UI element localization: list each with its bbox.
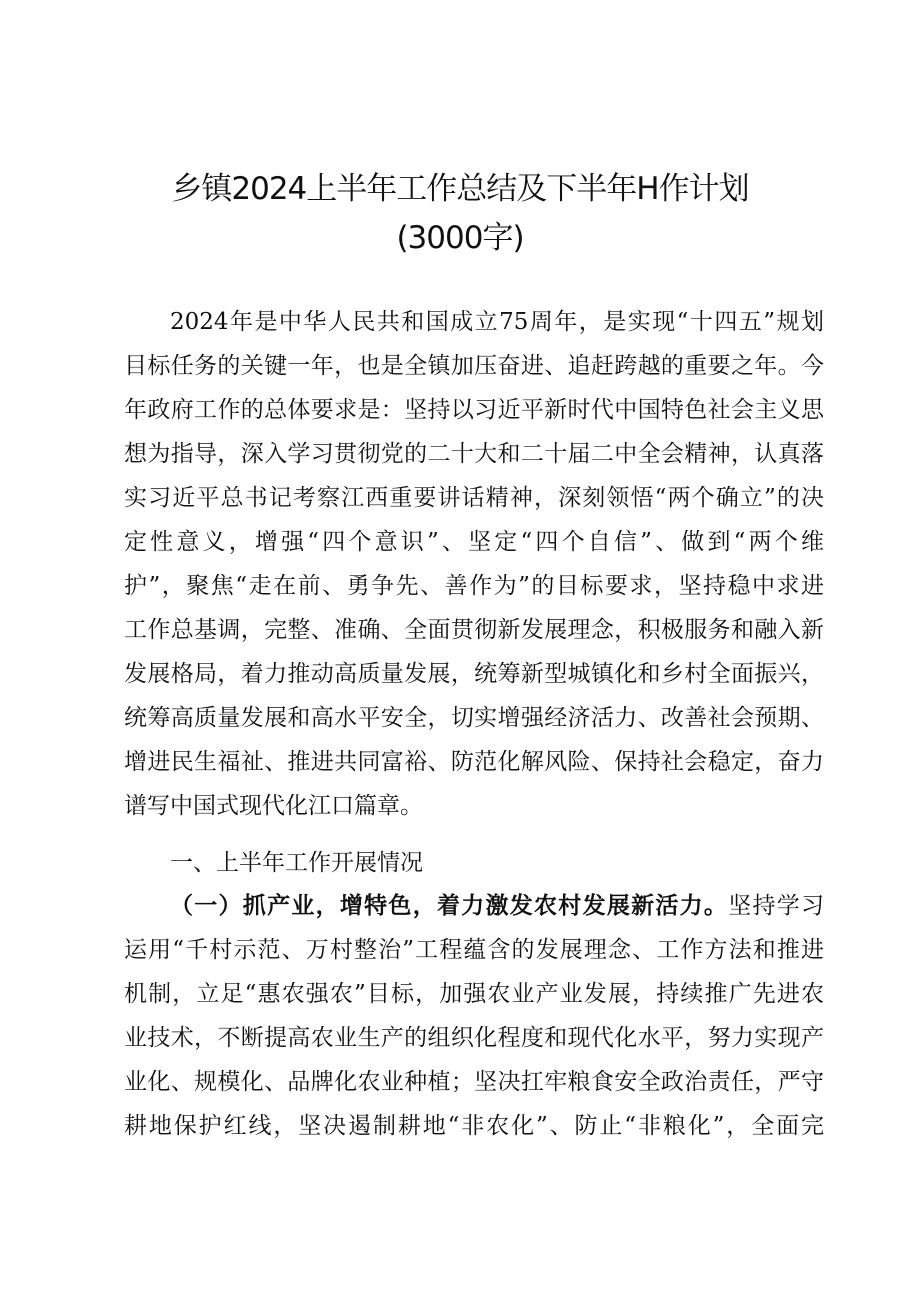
paragraph-line: 业技术，不断提高农业生产的组织化程度和现代化水平，努力实现产	[124, 1025, 824, 1051]
document-title: 乡镇2024上半年工作总结及下半年H作计划	[171, 171, 749, 207]
paragraph-line: 统筹高质量发展和高水平安全，切实增强经济活力、改善社会预期、	[124, 705, 824, 731]
paragraph-line: 增进民生福祉、推进共同富裕、防范化解风险、保持社会稳定，奋力	[124, 749, 824, 775]
paragraph-line: 2024年是中华人民共和国成立75周年，是实现“十四五”规划	[170, 309, 824, 335]
intro-paragraph	[124, 300, 824, 828]
subsection-heading: （一）抓产业，增特色，着力激发农村发展新活力。	[170, 892, 729, 919]
paragraph-line: 耕地保护红线，坚决遏制耕地“非农化”、防止“非粮化”，全面完	[124, 1113, 824, 1139]
paragraph-line: 工作总基调，完整、准确、全面贯彻新发展理念，积极服务和融入新	[124, 617, 824, 643]
paragraph-line: 谱写中国式现代化江口篇章。	[124, 793, 423, 819]
subsection-paragraph	[124, 884, 824, 1148]
paragraph-line: 运用“千村示范、万村整治”工程蕴含的发展理念、工作方法和推进	[124, 937, 824, 963]
paragraph-line: 实习近平总书记考察江西重要讲话精神，深刻领悟“两个确立”的决	[124, 485, 824, 511]
paragraph-line: 发展格局，着力推动高质量发展，统筹新型城镇化和乡村全面振兴，	[124, 661, 824, 687]
paragraph-line: 年政府工作的总体要求是：坚持以习近平新时代中国特色社会主义思	[124, 397, 824, 423]
document-subtitle: (3000字)	[396, 220, 524, 256]
paragraph-line: 业化、规模化、品牌化农业种植；坚决扛牢粮食安全政治责任，严守	[124, 1069, 824, 1095]
paragraph-line: 目标任务的关键一年，也是全镇加压奋进、追赶跨越的重要之年。今	[124, 353, 824, 379]
section-heading: 一、上半年工作开展情况	[170, 850, 423, 876]
paragraph-line: 定性意义，增强“四个意识”、坚定“四个自信”、做到“两个维	[124, 529, 824, 555]
paragraph-line: 机制，立足“惠农强农”目标，加强农业产业发展，持续推广先进农	[124, 981, 824, 1007]
paragraph-line	[124, 884, 824, 928]
paragraph-text: 坚持学习	[728, 893, 825, 919]
paragraph-line: 想为指导，深入学习贯彻党的二十大和二十届二中全会精神，认真落	[124, 441, 824, 467]
paragraph-line: 护”，聚焦“走在前、勇争先、善作为”的目标要求，坚持稳中求进	[124, 573, 824, 599]
